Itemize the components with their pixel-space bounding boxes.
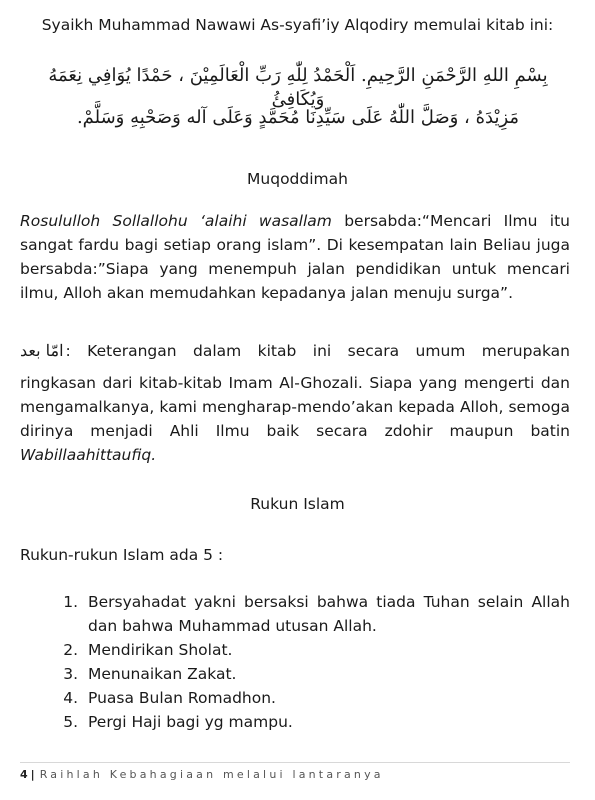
arabic-opening-line-2: مَزِيْدَهُ ، وَصَلَّ اللّٰهُ عَلَى سَيِّدِنَا مُحَمَّدٍ وَعَلَى آله وَصَحْبِهِ وَسَلَّمْ. <box>76 107 520 128</box>
paragraph-hadith <box>20 209 570 305</box>
list-item-number: 1. <box>63 593 78 611</box>
list-item <box>40 590 570 638</box>
list-item-number: 3. <box>63 665 78 683</box>
list-item-text: Menunaikan Zakat. <box>88 665 237 683</box>
footer-title: Raihlah Kebahagiaan melalui lantaranya <box>39 768 384 781</box>
page-footer <box>20 768 384 782</box>
heading-muqoddimah: Muqoddimah <box>247 170 348 188</box>
footer-separator: | <box>30 768 35 781</box>
paragraph-amma-badu-italic-tail: Wabillaahittaufiq. <box>20 446 157 464</box>
paragraph-hadith-italic: Rosululloh Sollallohu ‘alaihi wasallam <box>20 212 332 230</box>
list-item-number: 5. <box>63 713 78 731</box>
list-item-text: Puasa Bulan Romadhon. <box>88 689 276 707</box>
list-item <box>40 710 570 734</box>
paragraph-amma-badu-line1-text: : Keterangan dalam kitab ini secara umum merupakan <box>65 342 570 360</box>
list-item <box>40 662 570 686</box>
list-item-text: Bersyahadat yakni bersaksi bahwa tiada Tuhan selain Allah dan bahwa Muhammad utusan Allah. <box>88 593 570 635</box>
paragraph-amma-badu <box>20 339 570 467</box>
rukun-lead: Rukun-rukun Islam ada 5 : <box>20 546 224 564</box>
list-item <box>40 638 570 662</box>
page-number: 4 <box>20 768 28 781</box>
paragraph-amma-badu-body <box>20 371 570 467</box>
list-item-text: Mendirikan Sholat. <box>88 641 233 659</box>
paragraph-amma-badu-first-line <box>20 339 570 363</box>
paragraph-amma-badu-rest: ringkasan dari kitab-kitab Imam Al-Ghozali. Siapa yang mengerti dan mengamalkanya, kami mengharap-mendo’akan kepada Alloh, semoga dirinya menjadi Ahli Ilmu baik secara zdohir maupun batin <box>20 374 570 440</box>
arabic-amma-badu: امّا بعد <box>20 341 64 360</box>
list-item-number: 2. <box>63 641 78 659</box>
arabic-opening-line-1: بِسْمِ اللهِ الرَّحْمَنِ الرَّحِيمِ. اَلْحَمْدُ لِلّٰهِ رَبِّ الْعَالَمِيْنَ ، حَمْدًا يُوَافِي نِعَمَهُ وَيُكَافِئُ <box>48 65 548 110</box>
list-item-text: Pergi Haji bagi yg mampu. <box>88 713 293 731</box>
list-item <box>40 686 570 710</box>
list-item-number: 4. <box>63 689 78 707</box>
heading-rukun-islam: Rukun Islam <box>250 495 345 513</box>
paragraph-hadith-text: bersabda:“Mencari Ilmu itu sangat fardu bagi setiap orang islam”. Di kesempatan lain Beliau juga bersabda:”Siapa yang menempuh jalan pendidikan untuk mencari ilmu, Alloh akan memudahkan kepadanya jalan menuju surga”. <box>20 212 570 302</box>
footer-divider <box>20 762 570 763</box>
rukun-islam-list <box>40 590 570 734</box>
intro-line: Syaikh Muhammad Nawawi As-syafi’iy Alqodiry memulai kitab ini: <box>41 16 554 34</box>
